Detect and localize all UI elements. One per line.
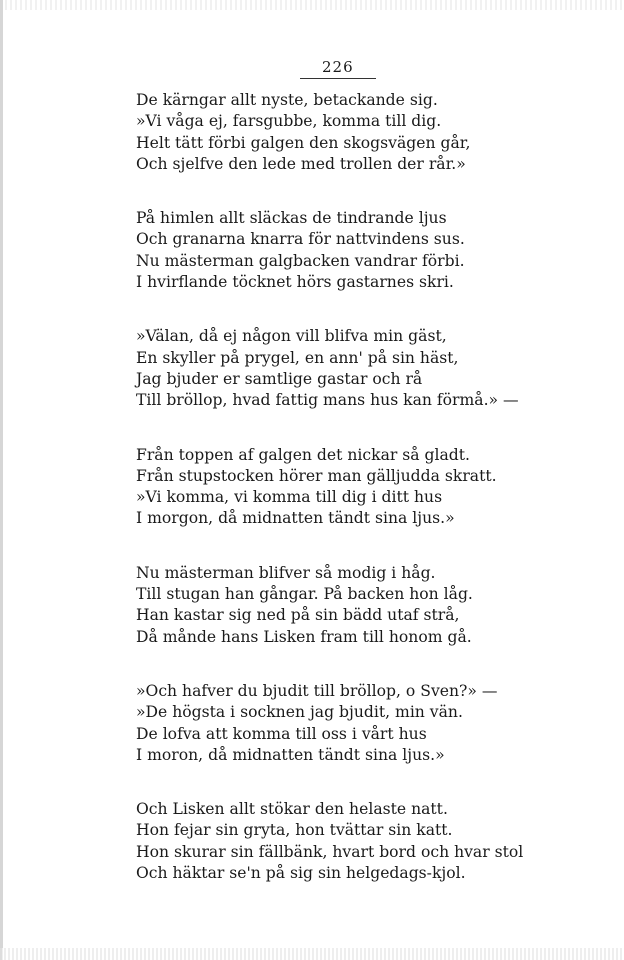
stanza [136,90,536,175]
verse-line: Och Lisken allt stökar den helaste natt. [136,800,448,819]
stanza [136,445,536,530]
verse-line: Till stugan han gångar. På backen hon låg. [136,585,473,604]
verse-line: Han kastar sig ned på sin bädd utaf strå, [136,606,460,625]
verse-line: De lofva att komma till oss i vårt hus [136,724,427,743]
verse-line: En skyller på prygel, en ann' på sin häst, [136,348,459,367]
verse-line: Och granarna knarra för nattvindens sus. [136,230,465,249]
page-number-rule [300,78,376,79]
page-edge-left [0,0,3,960]
verse-line: Och häktar se'n på sig sin helgedags-kjol. [136,864,466,883]
verse-line: I moron, då midnatten tändt sina ljus.» [136,745,445,764]
verse-line: Jag bjuder er samtlige gastar och rå [136,369,423,388]
page-number: 226 [322,58,354,76]
stanza [136,681,536,766]
verse-line: Nu mästerman blifver så modig i håg. [136,563,436,582]
verse-line: Från stupstocken hörer man gälljudda skratt. [136,466,497,485]
verse-line: »De högsta i socknen jag bjudit, min vän. [136,703,463,722]
stanza [136,208,536,293]
page-edge-top [0,0,624,10]
verse-line: Hon fejar sin gryta, hon tvättar sin katt. [136,821,453,840]
verse-line: Hon skurar sin fällbänk, hvart bord och hvar stol [136,842,524,861]
verse-line: »Vi våga ej, farsgubbe, komma till dig. [136,112,442,131]
verse-line: Och sjelfve den lede med trollen der rår.» [136,154,466,173]
poem-body [136,90,536,917]
stanza [136,799,536,884]
page-edge-bottom [0,948,624,960]
verse-line: »Välan, då ej någon vill blifva min gäst, [136,327,447,346]
verse-line: I morgon, då midnatten tändt sina ljus.» [136,509,455,528]
verse-line: Nu mästerman galgbacken vandrar förbi. [136,251,465,270]
verse-line: På himlen allt släckas de tindrande ljus [136,209,447,228]
verse-line: »Vi komma, vi komma till dig i ditt hus [136,488,443,507]
verse-line: Till bröllop, hvad fattig mans hus kan förmå.» — [136,391,519,410]
stanza [136,326,536,411]
verse-line: Från toppen af galgen det nickar så gladt. [136,445,471,464]
verse-line: I hvirflande töcknet hörs gastarnes skri. [136,273,454,292]
verse-line: De kärngar allt nyste, betackande sig. [136,91,438,109]
verse-line: Då månde hans Lisken fram till honom gå. [136,627,472,646]
verse-line: Helt tätt förbi galgen den skogsvägen går, [136,133,471,152]
verse-line: »Och hafver du bjudit till bröllop, o Sven?» — [136,681,498,700]
stanza [136,563,536,648]
